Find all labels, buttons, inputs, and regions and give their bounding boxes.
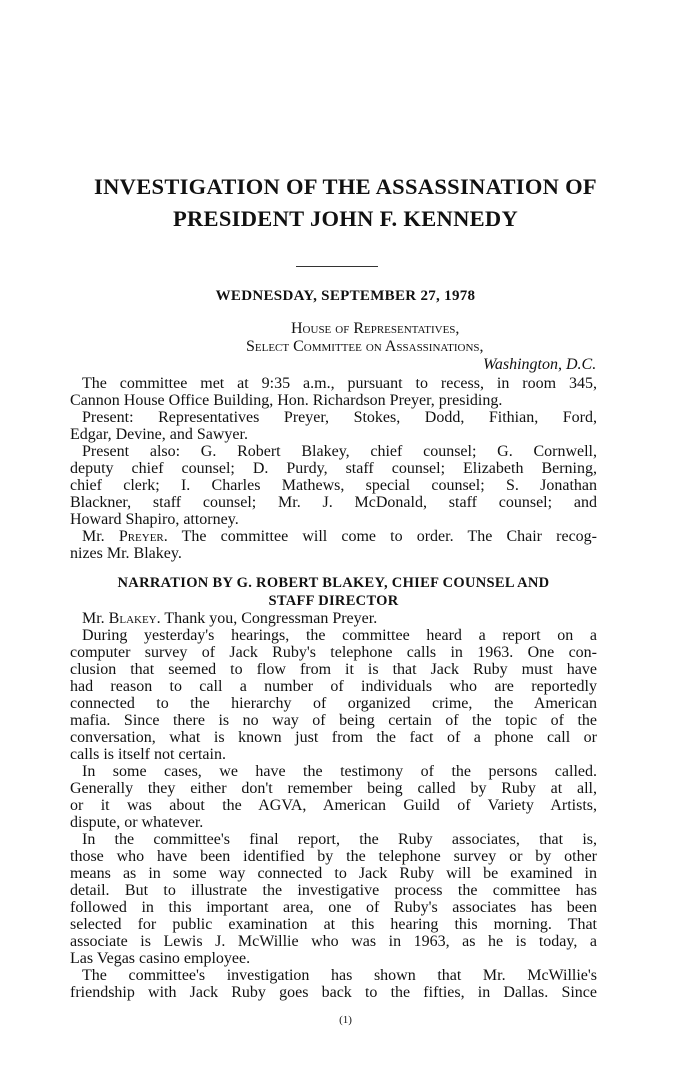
text-line xyxy=(70,882,597,899)
text-line xyxy=(70,528,597,545)
page-number: (1) xyxy=(339,1014,352,1026)
line-text: deputy chief counsel; D. Purdy, staff counsel; Elizabeth Berning, xyxy=(70,460,597,477)
text-line xyxy=(70,678,597,695)
line-text: . The committee will come to order. The Chair recog- xyxy=(163,528,598,545)
line-text: STAFF DIRECTOR xyxy=(268,593,399,609)
line-text: friendship with Jack Ruby goes back to the fifties, in Dallas. Since xyxy=(70,984,597,1001)
line-text: means as in some way connected to Jack Ruby will be examined in xyxy=(70,865,597,882)
text-line xyxy=(70,511,597,528)
line-text: chief clerk; I. Charles Mathews, special counsel; S. Jonathan xyxy=(70,477,597,494)
text-line xyxy=(70,780,597,797)
text-line xyxy=(70,814,597,831)
body-text xyxy=(70,375,597,1001)
text-line xyxy=(70,477,597,494)
line-text: followed in this important area, one of Ruby's associates has been xyxy=(70,899,597,916)
text-line xyxy=(70,899,597,916)
text-line xyxy=(70,712,597,729)
line-text: Present also: G. Robert Blakey, chief counsel; G. Cornwell, xyxy=(82,443,597,460)
speaker-name: Blakey xyxy=(108,610,157,627)
line-text: associate is Lewis J. McWillie who was in 1963, as he is today, a xyxy=(70,933,597,950)
line-text: detail. But to illustrate the investigative process the committee has xyxy=(70,882,597,899)
line-text: Cannon House Office Building, Hon. Richardson Preyer, presiding. xyxy=(70,392,503,409)
text-line xyxy=(70,426,597,443)
text-line xyxy=(70,933,597,950)
line-text: those who have been identified by the telephone survey or by other xyxy=(70,848,597,865)
text-line xyxy=(70,409,597,426)
section-heading-line xyxy=(70,574,597,592)
line-text: . Thank you, Congressman Preyer. xyxy=(156,610,378,627)
line-text: In some cases, we have the testimony of the persons called. xyxy=(82,763,597,780)
line-text: dispute, or whatever. xyxy=(70,814,204,831)
text-line xyxy=(70,695,597,712)
text-line xyxy=(70,763,597,780)
text-line xyxy=(70,392,597,409)
text-line xyxy=(70,545,597,562)
spacer xyxy=(70,562,597,574)
house-header: House of Representatives, xyxy=(291,320,460,337)
line-text: In the committee's final report, the Ruby associates, that is, xyxy=(82,831,597,848)
line-text: calls is itself not certain. xyxy=(70,746,226,763)
line-text: connected to the hierarchy of organized crime, the American xyxy=(70,695,597,712)
text-line xyxy=(70,950,597,967)
line-text: During yesterday's hearings, the committee heard a report on a xyxy=(82,627,597,644)
speaker-prefix: Mr. xyxy=(82,610,109,627)
line-text: computer survey of Jack Ruby's telephone calls in 1963. One con- xyxy=(70,644,597,661)
line-text: mafia. Since there is no way of being certain of the topic of the xyxy=(70,712,597,729)
line-text: nizes Mr. Blakey. xyxy=(70,545,182,562)
text-line xyxy=(70,627,597,644)
text-line xyxy=(70,916,597,933)
line-text: conversation, what is known just from the fact of a phone call or xyxy=(70,729,597,746)
text-line xyxy=(70,746,597,763)
text-line xyxy=(70,984,597,1001)
line-text: Edgar, Devine, and Sawyer. xyxy=(70,426,248,443)
speaker-prefix: Mr. xyxy=(82,528,119,545)
section-heading-line xyxy=(70,592,597,610)
line-text: Las Vegas casino employee. xyxy=(70,950,251,967)
divider xyxy=(296,266,378,267)
line-text: Howard Shapiro, attorney. xyxy=(70,511,239,528)
text-line xyxy=(70,460,597,477)
committee-header: Select Committee on Assassinations, xyxy=(246,338,484,355)
title-line-2: PRESIDENT JOHN F. KENNEDY xyxy=(172,206,519,231)
text-line xyxy=(70,610,597,627)
place-header: Washington, D.C. xyxy=(483,356,597,373)
line-text: Blackner, staff counsel; Mr. J. McDonald, staff counsel; and xyxy=(70,494,597,511)
text-line xyxy=(70,797,597,814)
line-text: selected for public examination at this hearing this morning. That xyxy=(70,916,597,933)
line-text: Present: Representatives Preyer, Stokes, Dodd, Fithian, Ford, xyxy=(82,409,597,426)
line-text: had reason to call a number of individuals who are reportedly xyxy=(70,678,597,695)
text-line xyxy=(70,848,597,865)
text-line xyxy=(70,831,597,848)
line-text: NARRATION BY G. ROBERT BLAKEY, CHIEF COUNSEL AND xyxy=(117,575,550,591)
text-line xyxy=(70,443,597,460)
text-line xyxy=(70,967,597,984)
line-text: The committee's investigation has shown that Mr. McWillie's xyxy=(82,967,597,984)
text-line xyxy=(70,644,597,661)
line-text: or it was about the AGVA, American Guild of Variety Artists, xyxy=(70,797,597,814)
speaker-name: Preyer xyxy=(118,528,164,545)
line-text: clusion that seemed to flow from it is that Jack Ruby must have xyxy=(70,661,597,678)
hearing-date: WEDNESDAY, SEPTEMBER 27, 1978 xyxy=(215,288,476,304)
line-text: The committee met at 9:35 a.m., pursuant to recess, in room 345, xyxy=(82,375,597,392)
text-line xyxy=(70,494,597,511)
text-line xyxy=(70,375,597,392)
text-line xyxy=(70,661,597,678)
line-text: Generally they either don't remember being called by Ruby at all, xyxy=(70,780,597,797)
text-line xyxy=(70,729,597,746)
text-line xyxy=(70,865,597,882)
title-line-1: INVESTIGATION OF THE ASSASSINATION OF xyxy=(94,174,597,199)
